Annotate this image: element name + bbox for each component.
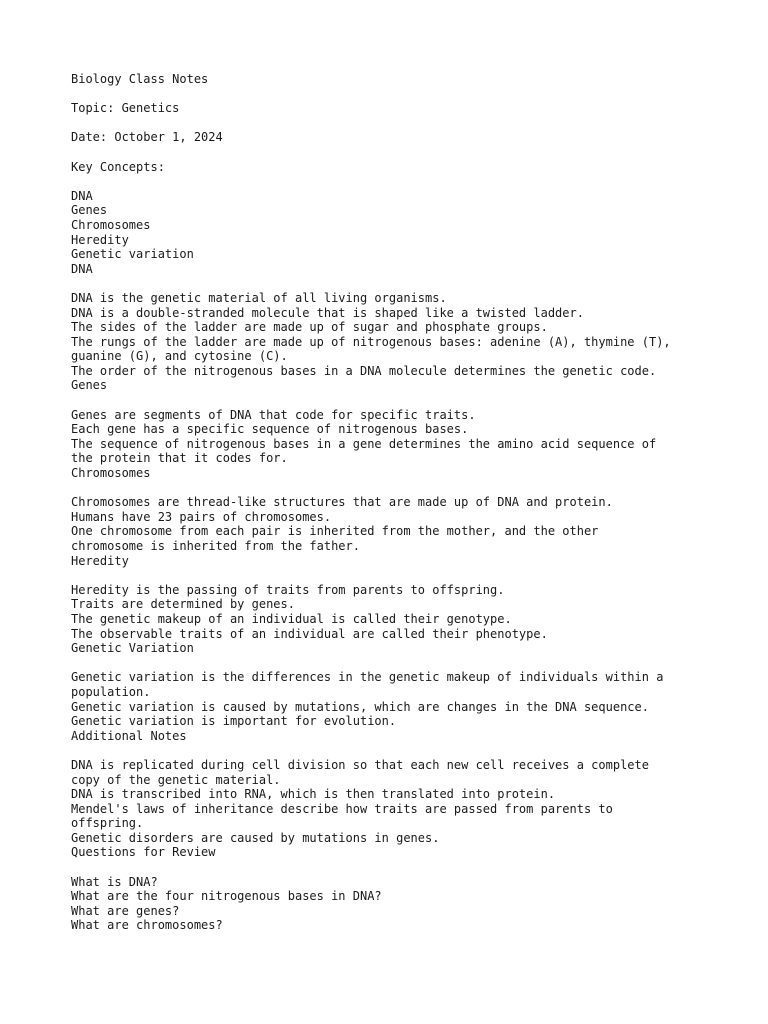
genes-line: the protein that it codes for. [71, 451, 288, 466]
blank-line [71, 174, 731, 189]
blank-line [71, 743, 731, 758]
variation-line: population. [71, 684, 151, 699]
topic-line: Topic: Genetics [71, 101, 180, 116]
review-questions-section [71, 875, 731, 933]
chromosomes-line: Chromosomes are thread-like structures that are made up of DNA and protein. [71, 495, 613, 510]
additional-line: copy of the genetic material. [71, 772, 281, 787]
review-question: What are chromosomes? [71, 918, 223, 933]
blank-line [71, 116, 731, 131]
blank-line [71, 87, 731, 102]
variation-line: Genetic variation is the differences in the genetic makeup of individuals within a [71, 670, 664, 685]
key-concepts-list [71, 189, 731, 277]
additional-line: DNA is transcribed into RNA, which is then translated into protein. [71, 787, 556, 802]
key-concept-item: Chromosomes [71, 217, 151, 232]
heredity-line: Heredity is the passing of traits from parents to offspring. [71, 582, 505, 597]
dna-line: The sides of the ladder are made up of sugar and phosphate groups. [71, 320, 548, 335]
dna-line: DNA is a double-stranded molecule that is shaped like a twisted ladder. [71, 305, 584, 320]
additional-line: Mendel's laws of inheritance describe how traits are passed from parents to [71, 801, 613, 816]
chromosomes-line: One chromosome from each pair is inherited from the mother, and the other [71, 524, 599, 539]
blank-line [71, 276, 731, 291]
heredity-line: Traits are determined by genes. [71, 597, 295, 612]
genes-line: Genes are segments of DNA that code for specific traits. [71, 407, 476, 422]
key-concept-item: Genetic variation [71, 247, 194, 262]
document-page [71, 72, 731, 933]
additional-line: DNA is replicated during cell division so that each new cell receives a complete [71, 757, 649, 772]
genetic-variation-heading: Genetic Variation [71, 641, 194, 656]
additional-notes-heading: Additional Notes [71, 728, 187, 743]
review-question: What is DNA? [71, 874, 158, 889]
key-concept-item: DNA [71, 261, 93, 276]
additional-notes-section [71, 758, 731, 846]
genes-section [71, 408, 731, 466]
chromosomes-section [71, 495, 731, 553]
variation-line: Genetic variation is important for evolution. [71, 714, 397, 729]
genes-line: The sequence of nitrogenous bases in a gene determines the amino acid sequence of [71, 436, 657, 451]
document-title: Biology Class Notes [71, 72, 209, 86]
additional-line: offspring. [71, 816, 144, 831]
heredity-line: The observable traits of an individual are called their phenotype. [71, 626, 548, 641]
variation-line: Genetic variation is caused by mutations, which are changes in the DNA sequence. [71, 699, 649, 714]
dna-line: guanine (G), and cytosine (C). [71, 349, 288, 364]
dna-line: The order of the nitrogenous bases in a DNA molecule determines the genetic code. [71, 363, 657, 378]
dna-line: DNA is the genetic material of all living organisms. [71, 290, 447, 305]
dna-line: The rungs of the ladder are made up of nitrogenous bases: adenine (A), thymine (T), [71, 334, 671, 349]
review-question: What are genes? [71, 903, 180, 918]
key-concept-item: Genes [71, 203, 108, 218]
chromosomes-heading: Chromosomes [71, 466, 151, 481]
blank-line [71, 393, 731, 408]
chromosomes-line: Humans have 23 pairs of chromosomes. [71, 509, 332, 524]
genes-line: Each gene has a specific sequence of nitrogenous bases. [71, 422, 469, 437]
date-line: Date: October 1, 2024 [71, 130, 223, 145]
blank-line [71, 860, 731, 875]
genes-heading: Genes [71, 378, 108, 393]
blank-line [71, 481, 731, 496]
dna-section [71, 291, 731, 379]
key-concepts-label: Key Concepts: [71, 159, 165, 174]
heredity-heading: Heredity [71, 553, 129, 568]
review-question: What are the four nitrogenous bases in DNA? [71, 889, 382, 904]
blank-line [71, 145, 731, 160]
review-questions-heading: Questions for Review [71, 845, 216, 860]
additional-line: Genetic disorders are caused by mutations in genes. [71, 830, 440, 845]
key-concept-item: Heredity [71, 232, 129, 247]
blank-line [71, 656, 731, 671]
blank-line [71, 568, 731, 583]
heredity-section [71, 583, 731, 641]
chromosomes-line: chromosome is inherited from the father. [71, 539, 360, 553]
genetic-variation-section [71, 670, 731, 728]
key-concept-item: DNA [71, 188, 93, 203]
heredity-line: The genetic makeup of an individual is called their genotype. [71, 611, 512, 626]
